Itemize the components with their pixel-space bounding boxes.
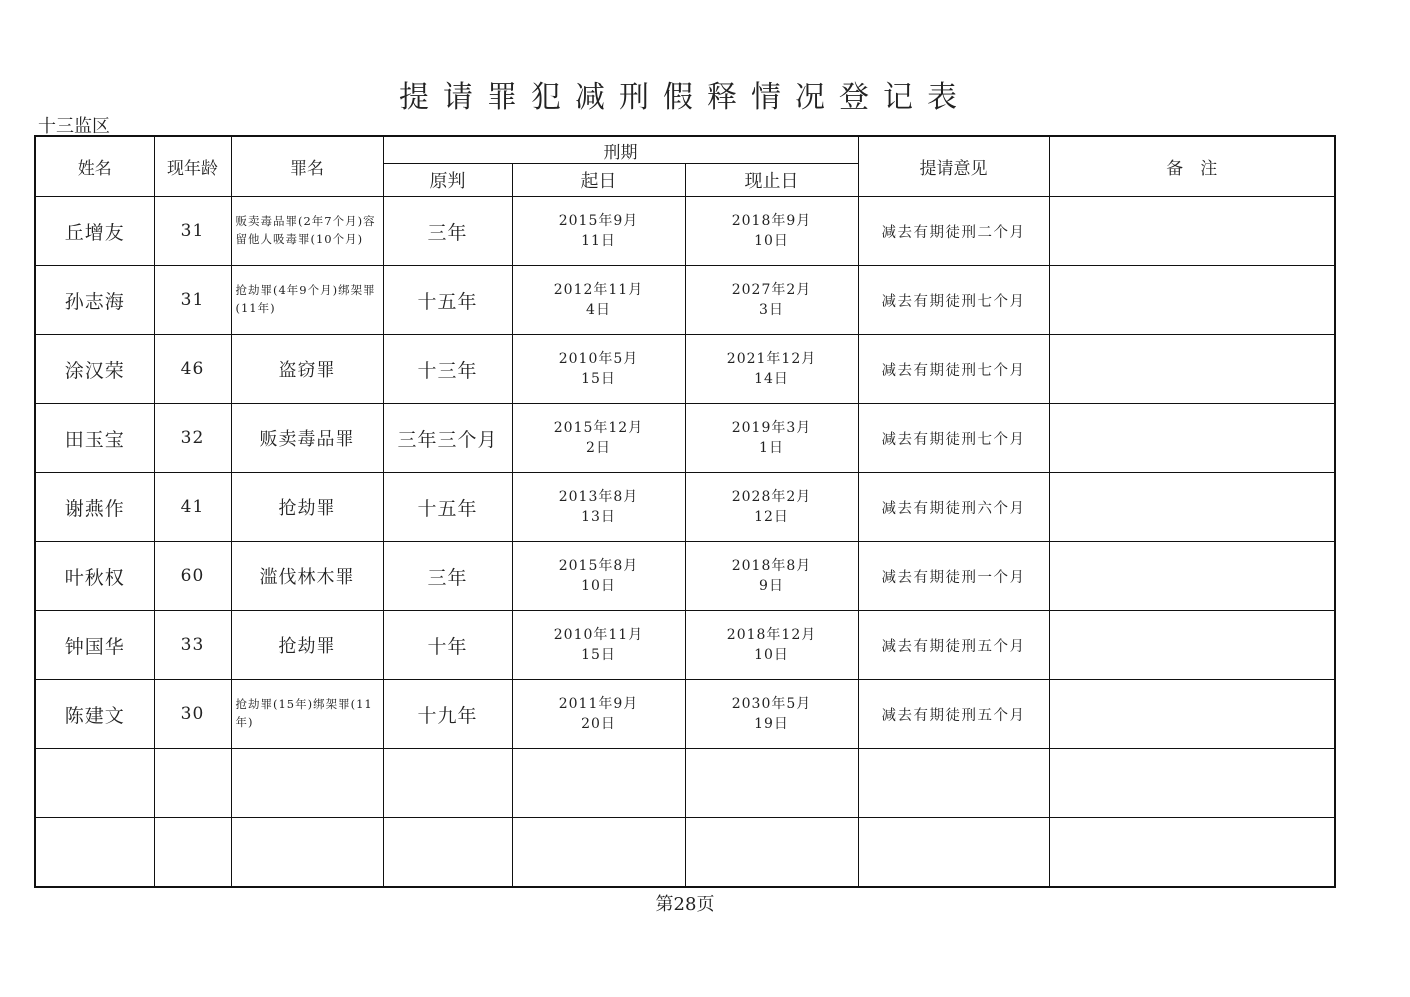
empty-cell [512, 749, 685, 818]
end-day: 3日 [759, 302, 784, 318]
start-month: 2013年8月 [558, 488, 639, 505]
cell-age: 31 [154, 266, 231, 335]
cell-start [512, 542, 685, 611]
page-number: 第28页 [655, 894, 715, 915]
cell-age: 60 [154, 542, 231, 611]
cell-age: 32 [154, 404, 231, 473]
cell-name: 田玉宝 [35, 404, 154, 473]
cell-start [512, 335, 685, 404]
end-day: 14日 [754, 371, 789, 387]
cell-crime: 抢劫罪(4年9个月)绑架罪(11年) [231, 266, 383, 335]
end-day: 1日 [759, 440, 784, 456]
start-day: 15日 [581, 647, 616, 663]
cell-crime: 滥伐林木罪 [231, 542, 383, 611]
empty-row [35, 749, 1335, 818]
table-row [35, 404, 1335, 473]
cell-crime: 贩卖毒品罪 [231, 404, 383, 473]
cell-original: 十年 [383, 611, 512, 680]
cell-age: 31 [154, 197, 231, 266]
start-month: 2010年5月 [558, 350, 639, 367]
cell-end [685, 473, 858, 542]
header-remarks: 备 注 [1049, 136, 1335, 197]
header-name: 姓名 [35, 136, 154, 197]
cell-name: 谢燕作 [35, 473, 154, 542]
start-day: 20日 [581, 716, 616, 732]
cell-end [685, 404, 858, 473]
end-month: 2018年9月 [731, 212, 812, 229]
cell-opinion: 减去有期徒刑五个月 [858, 680, 1049, 749]
cell-end [685, 266, 858, 335]
cell-name: 孙志海 [35, 266, 154, 335]
empty-cell [685, 818, 858, 887]
table-row [35, 542, 1335, 611]
cell-start [512, 611, 685, 680]
start-month: 2015年9月 [558, 212, 639, 229]
cell-remarks [1049, 197, 1335, 266]
cell-original: 三年 [383, 197, 512, 266]
header-opinion: 提请意见 [858, 136, 1049, 197]
cell-original: 十五年 [383, 266, 512, 335]
empty-cell [858, 749, 1049, 818]
cell-original: 十三年 [383, 335, 512, 404]
cell-original: 三年三个月 [383, 404, 512, 473]
start-month: 2015年8月 [558, 557, 639, 574]
document-title: 提请罪犯减刑假释情况登记表 [399, 80, 971, 115]
cell-name: 钟国华 [35, 611, 154, 680]
cell-crime: 抢劫罪 [231, 611, 383, 680]
cell-original: 十九年 [383, 680, 512, 749]
cell-opinion: 减去有期徒刑一个月 [858, 542, 1049, 611]
empty-cell [154, 749, 231, 818]
start-day: 2日 [586, 440, 611, 456]
cell-age: 33 [154, 611, 231, 680]
header-start: 起日 [512, 164, 685, 197]
cell-crime: 抢劫罪 [231, 473, 383, 542]
district-label: 十三监区 [38, 116, 110, 137]
header-end: 现止日 [685, 164, 858, 197]
cell-name: 陈建文 [35, 680, 154, 749]
end-month: 2018年8月 [731, 557, 812, 574]
cell-original: 三年 [383, 542, 512, 611]
empty-cell [512, 818, 685, 887]
start-day: 13日 [581, 509, 616, 525]
start-day: 15日 [581, 371, 616, 387]
start-day: 4日 [586, 302, 611, 318]
end-day: 19日 [754, 716, 789, 732]
header-term: 刑期 [383, 136, 858, 164]
table-row [35, 197, 1335, 266]
empty-cell [231, 749, 383, 818]
end-month: 2027年2月 [731, 281, 812, 298]
end-day: 12日 [754, 509, 789, 525]
end-day: 10日 [754, 647, 789, 663]
header-crime: 罪名 [231, 136, 383, 197]
cell-end [685, 335, 858, 404]
cell-opinion: 减去有期徒刑六个月 [858, 473, 1049, 542]
cell-opinion: 减去有期徒刑七个月 [858, 335, 1049, 404]
cell-opinion: 减去有期徒刑五个月 [858, 611, 1049, 680]
empty-cell [231, 818, 383, 887]
cell-start [512, 404, 685, 473]
cell-original: 十五年 [383, 473, 512, 542]
empty-cell [35, 818, 154, 887]
end-month: 2019年3月 [731, 419, 812, 436]
cell-crime: 贩卖毒品罪(2年7个月)容留他人吸毒罪(10个月) [231, 197, 383, 266]
cell-name: 涂汉荣 [35, 335, 154, 404]
start-day: 10日 [581, 578, 616, 594]
cell-opinion: 减去有期徒刑七个月 [858, 404, 1049, 473]
cell-start [512, 266, 685, 335]
empty-cell [685, 749, 858, 818]
cell-start [512, 473, 685, 542]
end-month: 2028年2月 [731, 488, 812, 505]
header-age: 现年龄 [154, 136, 231, 197]
cell-crime: 盗窃罪 [231, 335, 383, 404]
table-row [35, 611, 1335, 680]
end-day: 10日 [754, 233, 789, 249]
registration-table [34, 135, 1336, 888]
cell-name: 叶秋权 [35, 542, 154, 611]
cell-remarks [1049, 335, 1335, 404]
empty-cell [383, 749, 512, 818]
empty-cell [1049, 818, 1335, 887]
cell-age: 41 [154, 473, 231, 542]
empty-cell [35, 749, 154, 818]
start-month: 2011年9月 [558, 695, 639, 712]
end-month: 2018年12月 [726, 626, 817, 643]
cell-end [685, 611, 858, 680]
cell-end [685, 680, 858, 749]
start-month: 2012年11月 [553, 281, 644, 298]
empty-row [35, 818, 1335, 887]
cell-remarks [1049, 680, 1335, 749]
cell-crime: 抢劫罪(15年)绑架罪(11年) [231, 680, 383, 749]
cell-start [512, 680, 685, 749]
cell-remarks [1049, 542, 1335, 611]
table-row [35, 680, 1335, 749]
empty-cell [858, 818, 1049, 887]
start-day: 11日 [581, 233, 616, 249]
cell-remarks [1049, 404, 1335, 473]
cell-opinion: 减去有期徒刑七个月 [858, 266, 1049, 335]
table-row [35, 473, 1335, 542]
start-month: 2015年12月 [553, 419, 644, 436]
table-row [35, 266, 1335, 335]
empty-cell [154, 818, 231, 887]
header-original: 原判 [383, 164, 512, 197]
empty-cell [1049, 749, 1335, 818]
end-month: 2030年5月 [731, 695, 812, 712]
empty-cell [383, 818, 512, 887]
cell-name: 丘增友 [35, 197, 154, 266]
cell-end [685, 197, 858, 266]
end-day: 9日 [759, 578, 784, 594]
start-month: 2010年11月 [553, 626, 644, 643]
cell-age: 30 [154, 680, 231, 749]
cell-end [685, 542, 858, 611]
cell-age: 46 [154, 335, 231, 404]
cell-opinion: 减去有期徒刑二个月 [858, 197, 1049, 266]
cell-remarks [1049, 266, 1335, 335]
cell-start [512, 197, 685, 266]
cell-remarks [1049, 611, 1335, 680]
table-row [35, 335, 1335, 404]
cell-remarks [1049, 473, 1335, 542]
end-month: 2021年12月 [726, 350, 817, 367]
